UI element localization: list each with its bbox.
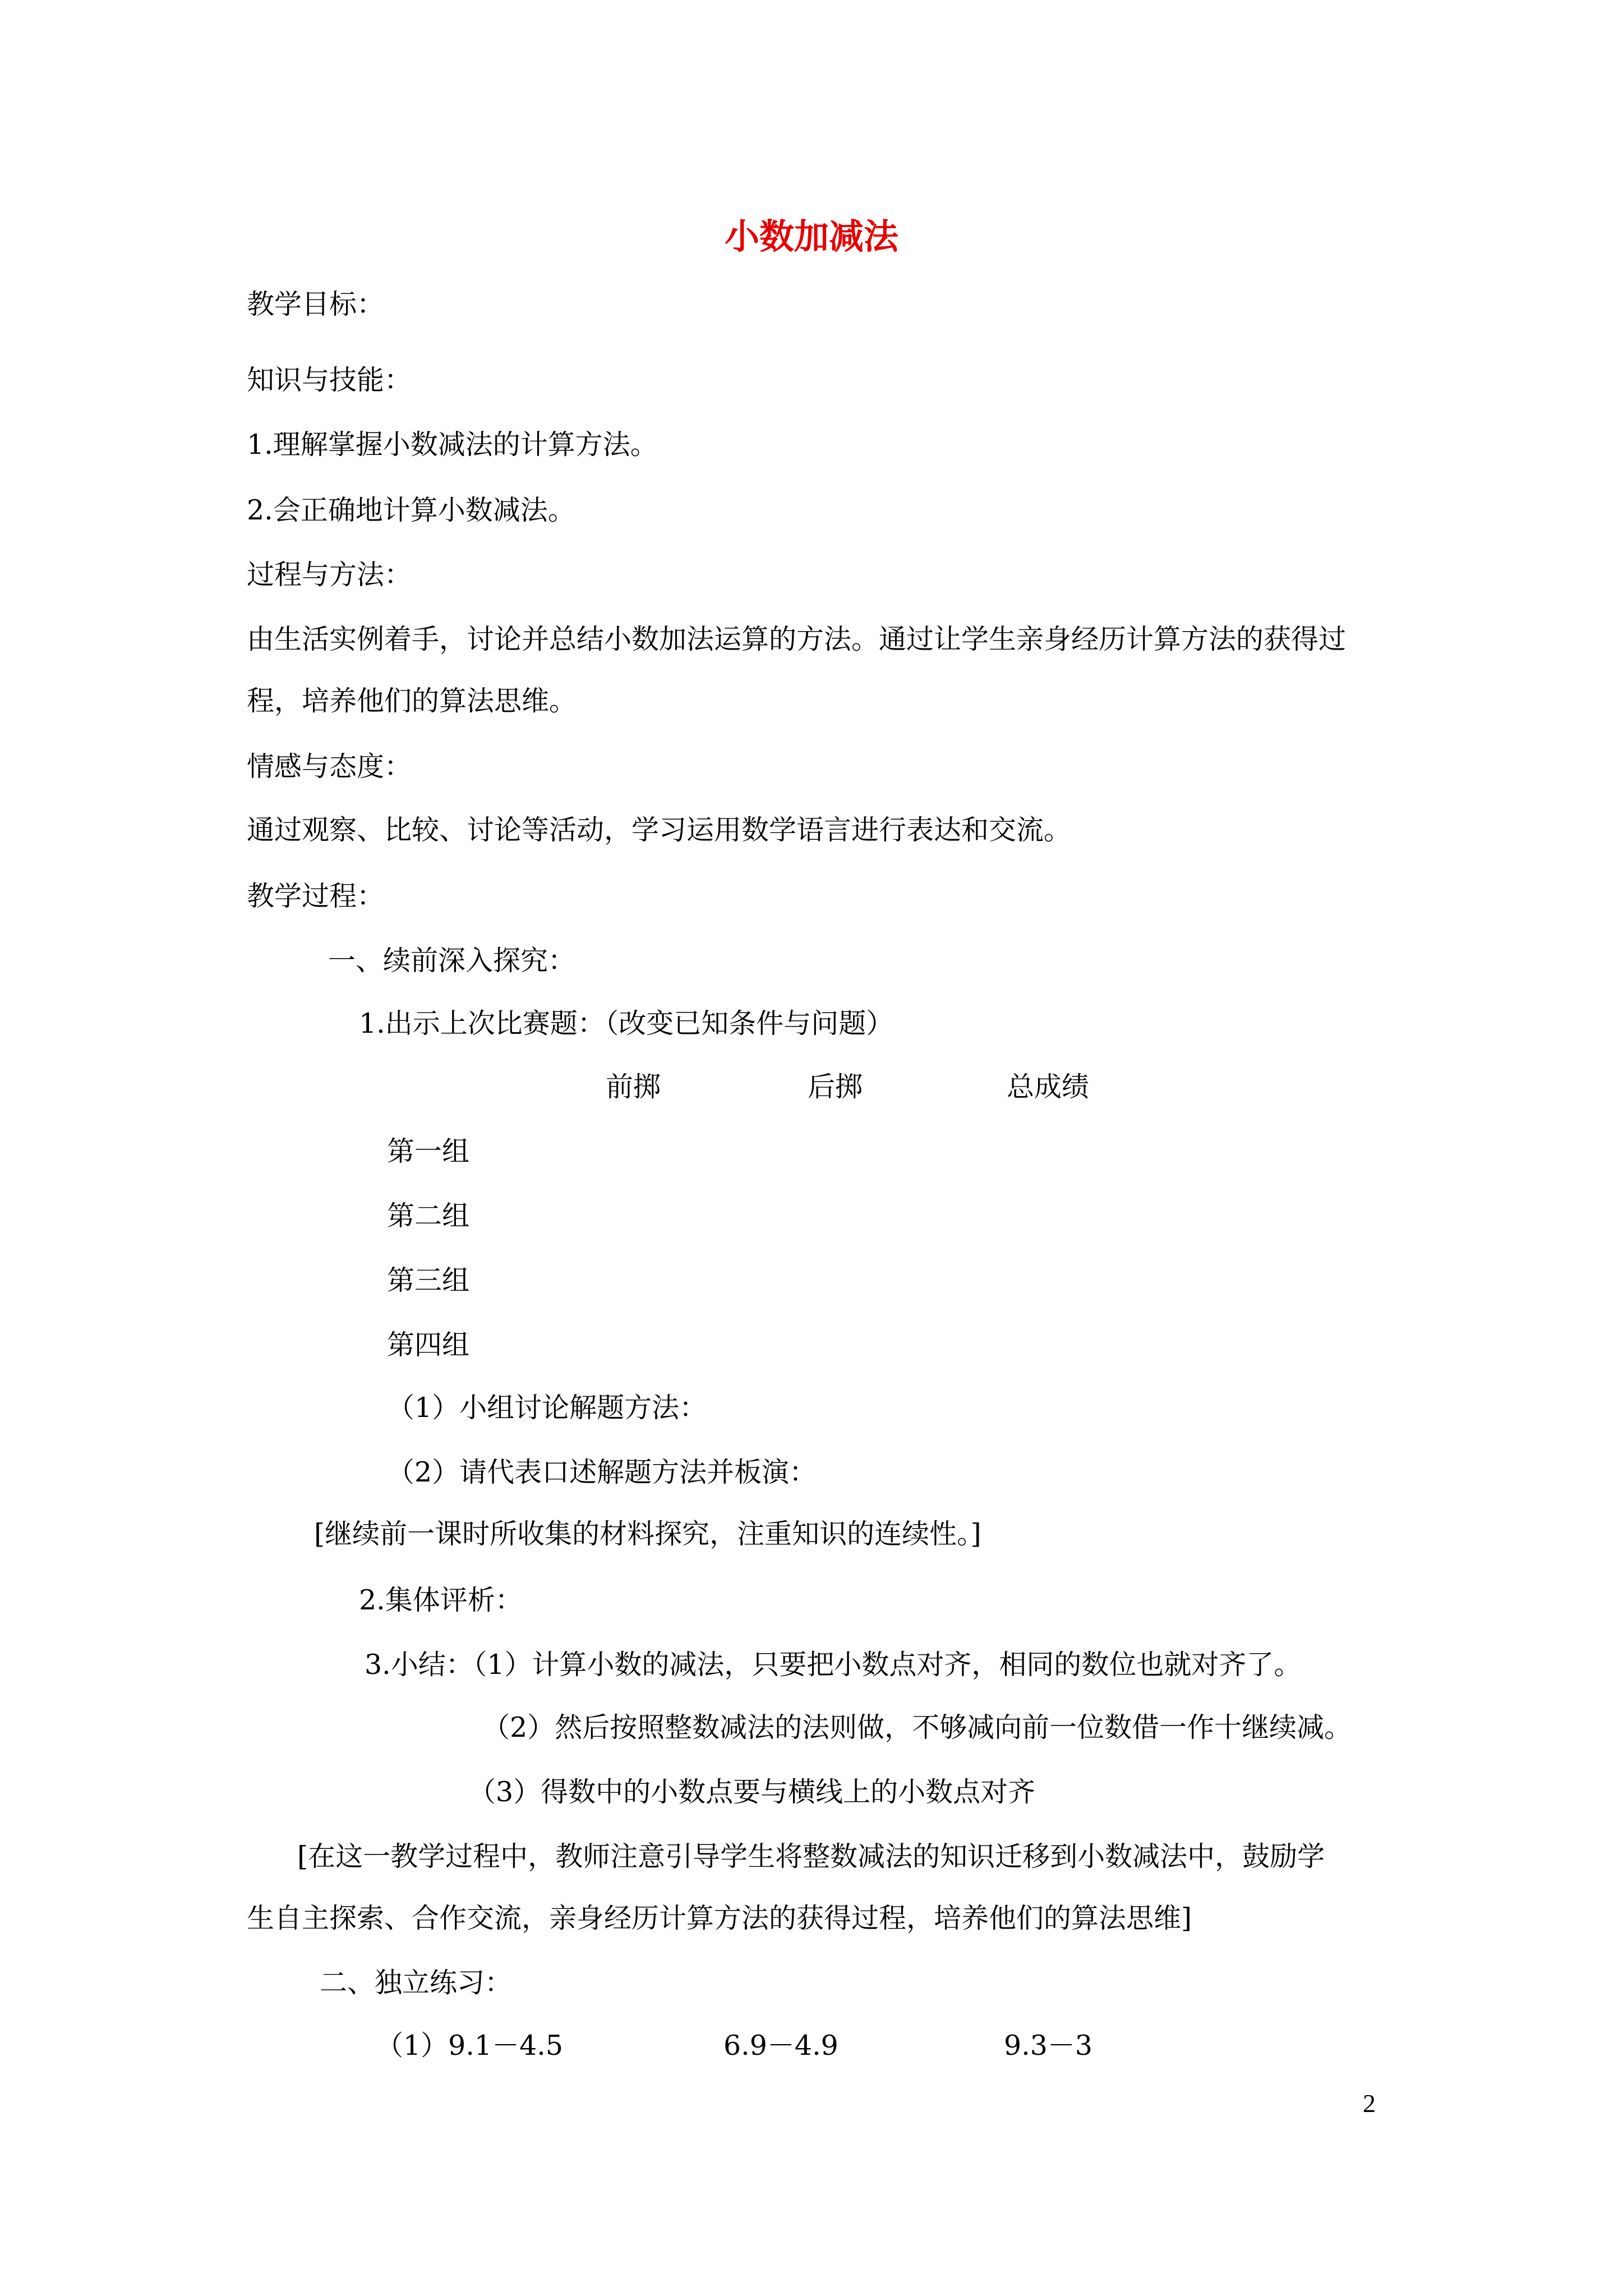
section-2-heading: 二、独立练习： xyxy=(320,1967,513,1999)
table-header-cell: 前掷 xyxy=(606,1071,661,1103)
exercise-item: 6.9－4.9 xyxy=(723,2030,838,2062)
step-3: 3.小结：（1）计算小数的减法，只要把小数点对齐，相同的数位也就对齐了。 xyxy=(365,1649,1302,1681)
summary-3: （3）得数中的小数点要与横线上的小数点对齐 xyxy=(468,1776,1036,1808)
sub-step-2: （2）请代表口述解题方法并板演： xyxy=(387,1456,817,1488)
process-text-line-1: 由生活实例着手，讨论并总结小数加法运算的方法。通过让学生亲身经历计算方法的获得过 xyxy=(247,623,1347,655)
knowledge-item-1: 1.理解掌握小数减法的计算方法。 xyxy=(247,429,658,461)
section-1-heading: 一、续前深入探究： xyxy=(328,945,576,977)
sub-step-1: （1）小组讨论解题方法： xyxy=(387,1392,707,1424)
note-2-line-1: [在这一教学过程中，教师注意引导学生将整数减法的知识迁移到小数减法中，鼓励学 xyxy=(297,1841,1325,1872)
table-header-cell: 总成绩 xyxy=(1007,1071,1090,1103)
table-header-cell: 后掷 xyxy=(808,1071,863,1103)
attitude-heading: 情感与态度： xyxy=(247,751,412,783)
summary-2: （2）然后按照整数减法的法则做，不够减向前一位数借一作十继续减。 xyxy=(482,1711,1352,1743)
process-heading: 过程与方法： xyxy=(247,559,412,591)
table-row-label: 第一组 xyxy=(387,1135,470,1167)
table-row-label: 第二组 xyxy=(387,1200,470,1232)
attitude-text: 通过观察、比较、讨论等活动，学习运用数学语言进行表达和交流。 xyxy=(247,814,1072,846)
objectives-heading: 教学目标： xyxy=(247,288,385,320)
table-row-label: 第三组 xyxy=(387,1264,470,1296)
teaching-process-heading: 教学过程： xyxy=(247,880,385,912)
knowledge-item-2: 2.会正确地计算小数减法。 xyxy=(247,494,575,526)
page-number: 2 xyxy=(1363,2089,1376,2118)
document-title: 小数加减法 xyxy=(724,216,898,257)
step-1: 1.出示上次比赛题：（改变已知条件与问题） xyxy=(359,1007,894,1039)
table-row-label: 第四组 xyxy=(387,1329,470,1361)
process-text-line-2: 程，培养他们的算法思维。 xyxy=(247,685,577,717)
note-2-line-2: 生自主探索、合作交流，亲身经历计算方法的获得过程，培养他们的算法思维] xyxy=(247,1902,1192,1934)
exercise-item: 9.3－3 xyxy=(1004,2030,1093,2062)
knowledge-heading: 知识与技能： xyxy=(247,364,412,396)
exercise-item: （1）9.1－4.5 xyxy=(376,2030,564,2062)
note-1: [继续前一课时所收集的材料探究，注重知识的连续性。] xyxy=(314,1518,981,1550)
step-2: 2.集体评析： xyxy=(359,1584,523,1616)
